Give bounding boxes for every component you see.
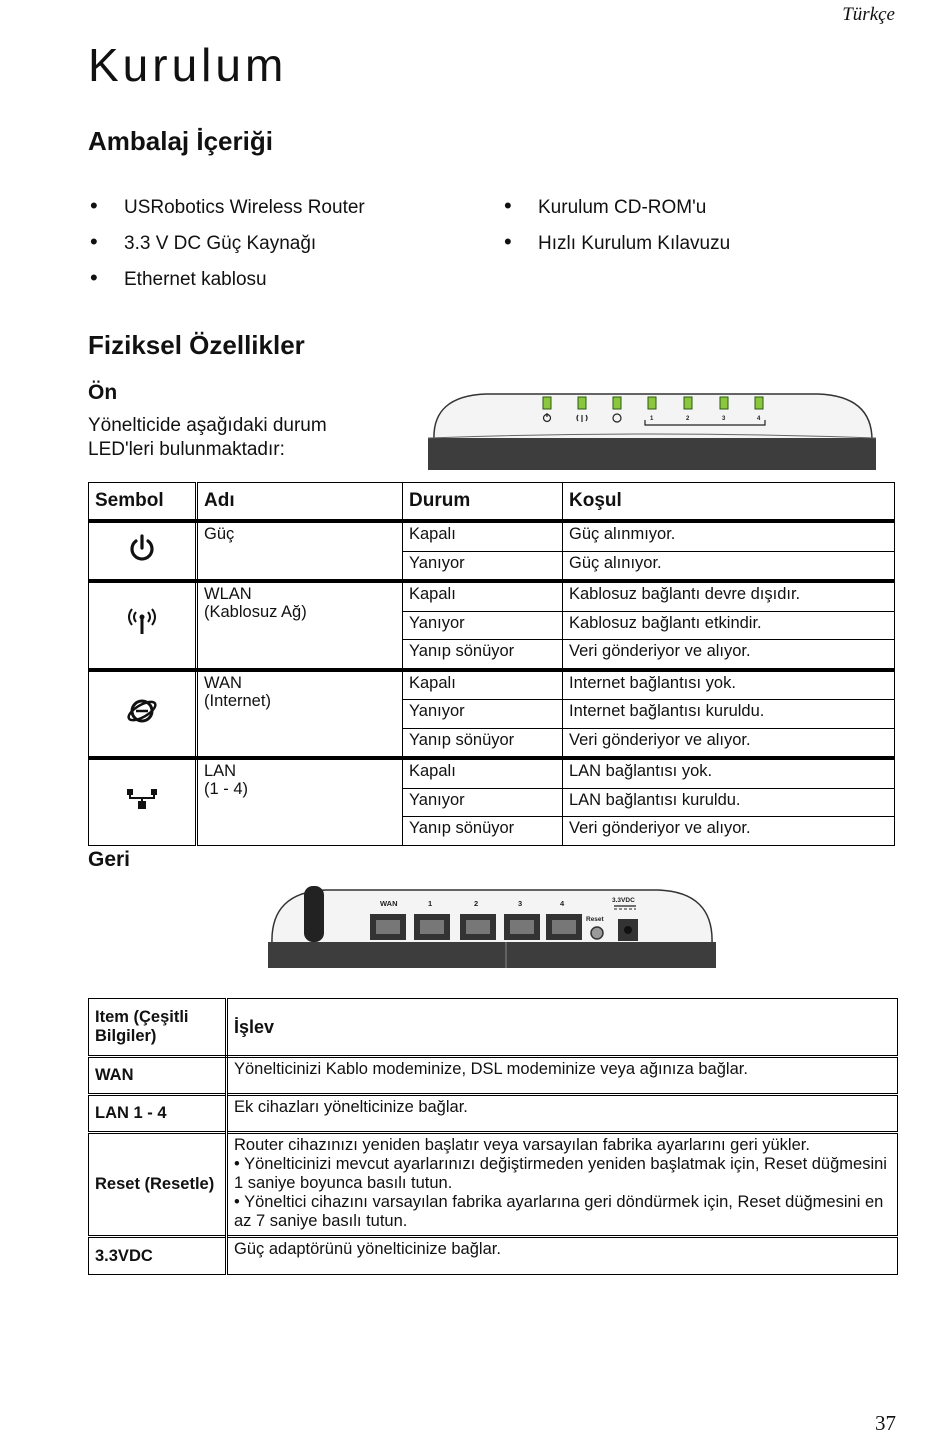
led-symbol-cell — [89, 670, 197, 759]
led-state: Yanıyor — [403, 700, 563, 729]
table-row — [89, 581, 895, 611]
package-item: • Ethernet kablosu — [90, 265, 267, 290]
internet-icon — [126, 696, 158, 726]
table-row — [89, 1057, 898, 1095]
led-symbol-cell — [89, 581, 197, 670]
port-label: 3 — [518, 899, 523, 908]
item-cell: WAN — [89, 1057, 227, 1095]
led-condition: LAN bağlantısı yok. — [563, 758, 895, 788]
function-cell: Router cihazınızı yeniden başlatır veya varsayılan fabrika ayarlarını geri yükler. • Yönelticinizi mevcut ayarlarınızı değiştirmeden yeniden başlatmak için, Reset düğmesini 1 saniye boyunca basılı tutun. • Yöneltici cihazını varsayılan fabrika ayarlarına geri döndürmek için, Reset düğmesini en az 7 saniye basılı tutun. — [227, 1133, 898, 1237]
column-header: Sembol — [89, 483, 197, 522]
led-port-label: 4 — [757, 416, 761, 422]
router-front-image — [426, 390, 878, 472]
package-item: • 3.3 V DC Güç Kaynağı — [90, 229, 317, 254]
package-item: • USRobotics Wireless Router — [90, 193, 365, 218]
led-condition: Güç alınıyor. — [563, 551, 895, 581]
table-row — [89, 758, 895, 788]
led-state: Yanıp sönüyor — [403, 728, 563, 758]
router-back-image — [266, 884, 718, 970]
led-condition: Güç alınmıyor. — [563, 521, 895, 551]
package-item: • Hızlı Kurulum Kılavuzu — [504, 229, 731, 254]
column-header: Durum — [403, 483, 563, 522]
lan-icon — [125, 786, 159, 812]
column-header: Adı — [197, 483, 403, 522]
table-row — [89, 1237, 898, 1275]
function-cell: Ek cihazları yönelticinize bağlar. — [227, 1095, 898, 1133]
led-condition: Internet bağlantısı yok. — [563, 670, 895, 700]
column-header: Item (Çeşitli Bilgiler) — [89, 999, 227, 1057]
page-number: 37 — [875, 1411, 896, 1435]
column-header: Koşul — [563, 483, 895, 522]
physical-heading: Fiziksel Özellikler — [88, 330, 305, 360]
port-label: 2 — [474, 899, 479, 908]
page-title: Kurulum — [88, 39, 288, 91]
port-label: 4 — [560, 899, 565, 908]
led-state: Kapalı — [403, 521, 563, 551]
led-condition: Kablosuz bağlantı etkindir. — [563, 611, 895, 640]
item-cell: 3.3VDC — [89, 1237, 227, 1275]
table-row — [89, 670, 895, 700]
led-condition: Kablosuz bağlantı devre dışıdır. — [563, 581, 895, 611]
column-header: İşlev — [227, 999, 898, 1057]
table-row — [89, 1095, 898, 1133]
function-cell: Yönelticinizi Kablo modeminize, DSL modeminize veya ağınıza bağlar. — [227, 1057, 898, 1095]
port-label: Reset — [586, 916, 604, 923]
package-heading: Ambalaj İçeriği — [88, 126, 273, 156]
package-item: • Kurulum CD-ROM'u — [504, 193, 707, 218]
led-symbol-cell — [89, 521, 197, 581]
led-name: LAN (1 - 4) — [197, 758, 403, 845]
led-port-label: 1 — [650, 416, 654, 422]
led-port-label: 3 — [722, 416, 726, 422]
led-state: Yanıyor — [403, 611, 563, 640]
led-condition: Veri gönderiyor ve alıyor. — [563, 817, 895, 846]
led-condition: Veri gönderiyor ve alıyor. — [563, 728, 895, 758]
led-name: Güç — [197, 521, 403, 581]
language-label: Türkçe — [842, 4, 895, 25]
led-state: Yanıp sönüyor — [403, 817, 563, 846]
led-state: Yanıyor — [403, 551, 563, 581]
led-state: Kapalı — [403, 581, 563, 611]
led-port-label: 2 — [686, 416, 690, 422]
back-panel-table — [88, 998, 898, 1275]
led-state: Yanıyor — [403, 788, 563, 817]
back-heading: Geri — [88, 848, 131, 871]
table-header-row — [89, 483, 895, 522]
led-state: Kapalı — [403, 670, 563, 700]
led-symbol-cell — [89, 758, 197, 845]
led-condition: Veri gönderiyor ve alıyor. — [563, 640, 895, 670]
port-label: 1 — [428, 899, 433, 908]
led-condition: LAN bağlantısı kuruldu. — [563, 788, 895, 817]
item-cell: LAN 1 - 4 — [89, 1095, 227, 1133]
front-intro: Yönelticide aşağıdaki durum LED'leri bulunmaktadır: — [88, 415, 327, 460]
function-cell: Güç adaptörünü yönelticinize bağlar. — [227, 1237, 898, 1275]
table-row — [89, 1133, 898, 1237]
led-state: Kapalı — [403, 758, 563, 788]
led-state: Yanıp sönüyor — [403, 640, 563, 670]
port-label: WAN — [380, 899, 398, 908]
front-heading: Ön — [88, 381, 118, 404]
table-header-row — [89, 999, 898, 1057]
led-condition: Internet bağlantısı kuruldu. — [563, 700, 895, 729]
wireless-icon — [127, 607, 157, 637]
item-cell: Reset (Resetle) — [89, 1133, 227, 1237]
table-row — [89, 521, 895, 551]
led-status-table — [88, 482, 895, 846]
led-name: WLAN (Kablosuz Ağ) — [197, 581, 403, 670]
power-icon — [127, 533, 157, 563]
port-label: 3.3VDC — [612, 897, 635, 904]
led-name: WAN (Internet) — [197, 670, 403, 759]
